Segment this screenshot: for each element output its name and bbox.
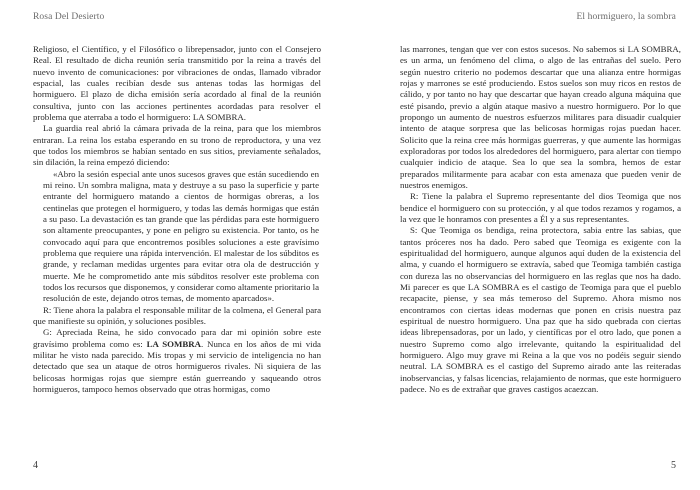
paragraph: «Abro la sesión especial ante unos sucesos graves que están sucediendo en mi reino. Un sombra maligna, mata y destruye a su paso la superficie y parte entrante del hormiguero matando a cientos de hormigas obreras, a los centinelas que protegen el hormiguero, y todas las demás hormigas que están a su paso. La devastación es tan grande que las pérdidas para este hormiguero son altamente preocupantes, y pone en peligro su existencia. Por tanto, os he convocado aquí para que encontremos posibles soluciones a este gravísimo problema que requiere una rápida intervención. El malestar de los súbditos es grande, y reclaman medidas urgentes para evitar otra ola de destrucción y muerte. Me he comprometido ante mis súbditos resolver este problema con todos los recursos que disponemos, y considerar como altamente prioritario la resolución de este, dejando otros temas, de momento aparcados». xyxy=(43,168,319,304)
paragraph: R: Tiene la palabra el Supremo representante del dios Teomiga que nos bendice el hormiguero con su protección, y al que todos rezamos y rogamos, a la vez que le honramos con presentes a Él y a sus representantes. xyxy=(400,191,681,224)
paragraph: La guardia real abrió la cámara privada de la reina, para que los miembros entraran. La reina los estaba esperando en su trono de reproductora, y una vez que todos los miembros se habían sentado en sus sitios, previamente señalados, sin dilación, la reina empezó diciendo: xyxy=(33,123,321,168)
running-head-right: El hormiguero, la sombra xyxy=(576,12,676,22)
page-number-left: 4 xyxy=(33,460,38,471)
right-page xyxy=(350,0,700,490)
text-run: . Nunca en los años de mi vida militar he visto nada parecido. Mis tropas y mi servicio de inteligencia no han detectado que sea un ataque de otros hormigueros rivales. Ni siquiera de las belicosas hormigas rojas que siempre están guerreando y saqueando otros hormigueros, tampoco hemos observado que otras hormigas, como xyxy=(33,338,321,394)
left-page-body xyxy=(33,44,321,395)
paragraph xyxy=(33,327,321,395)
text-run: G: Apreciada Reina, he sido convocado para dar mi opinión sobre este gravísimo problema como es: xyxy=(33,327,321,349)
bold-term: LA SOMBRA xyxy=(146,338,202,349)
page-number-right: 5 xyxy=(671,460,676,471)
paragraph: las marrones, tengan que ver con estos sucesos. No sabemos si LA SOMBRA, es un arma, un fenómeno del clima, o algo de las entrañas del suelo. Pero según nuestro criterio no podemos descartar que una alianza entre hormigas rojas y marrones se esté produciendo. Estos suelos son muy ricos en restos de cálido, y por tanto no hay que descartar que hayan creado alguna máquina que esté pisando, previo a algún ataque masivo a nuestro hormiguero. Por lo que propongo un aumento de nuestros esfuerzos militares para disuadir cualquier intento de ataque sorpresa que las belicosas hormigas rojas puedan hacer. Solicito que la reina cree más hormigas guerreras, y que aumente las hormigas exploradoras por todos los alrededores del hormiguero, para alertar con tiempo cualquier indicio de ataque. Sea lo que sea la sombra, hemos de estar preparados militarmente para acabar con esta amenaza que pueden venir de nuestros enemigos. xyxy=(400,44,681,190)
running-head-left: Rosa Del Desierto xyxy=(33,12,105,22)
paragraph: Religioso, el Científico, y el Filosófico o librepensador, junto con el Consejero Real. El resultado de dicha reunión sería transmitido por la reina a través del nuevo invento de comunicaciones: por vibraciones de ondas, llamado vibrador espacial, las cuales recibían desde sus antenas todas las hormigas del hormiguero. El plazo de dicha emisión sería acordado al final de la reunión consultiva, junto con las acciones pertinentes acordadas para resolver el problema que aterraba a todo el hormiguero: LA SOMBRA. xyxy=(33,44,321,122)
paragraph: S: Que Teomiga os bendiga, reina protectora, sabia entre las sabias, que tantos próceres nos ha dado. Pero sabed que Teomiga es exigente con la espiritualidad del hormiguero, aunque algunos aquí duden de la existencia del alma, y cuando el hormiguero se extravía, sabed que Teomiga también castiga con dureza las no observancias del hormiguero en las reglas que nos ha dado. Mi parecer es que LA SOMBRA es el castigo de Teomiga para que el pueblo recapacite, piense, y sea más temeroso del Supremo. Ahora mismo nos encontramos con ciertas ideas modernas que ponen en crisis nuestra paz espiritual de nuestro hormiguero. Una paz que ha sido quebrada con ciertas ideas librepensadoras, por un lado, y científicas por el otro lado, que ponen a nuestro Supremo como algo irrelevante, quitando la espiritualidad del hormiguero. Algo muy grave mi Reina a la que vos no podéis seguir siendo neutral. LA SOMBRA es el castigo del Supremo airado ante las reiteradas inobservancias, y falsas licencias, relajamiento de normas, que este hormiguero padece. No es de extrañar que graves castigos acaezcan. xyxy=(400,225,681,394)
paragraph: R: Tiene ahora la palabra el responsable militar de la colmena, el General para que manifieste su opinión, y soluciones posibles. xyxy=(33,304,321,326)
right-page-body xyxy=(400,44,681,395)
